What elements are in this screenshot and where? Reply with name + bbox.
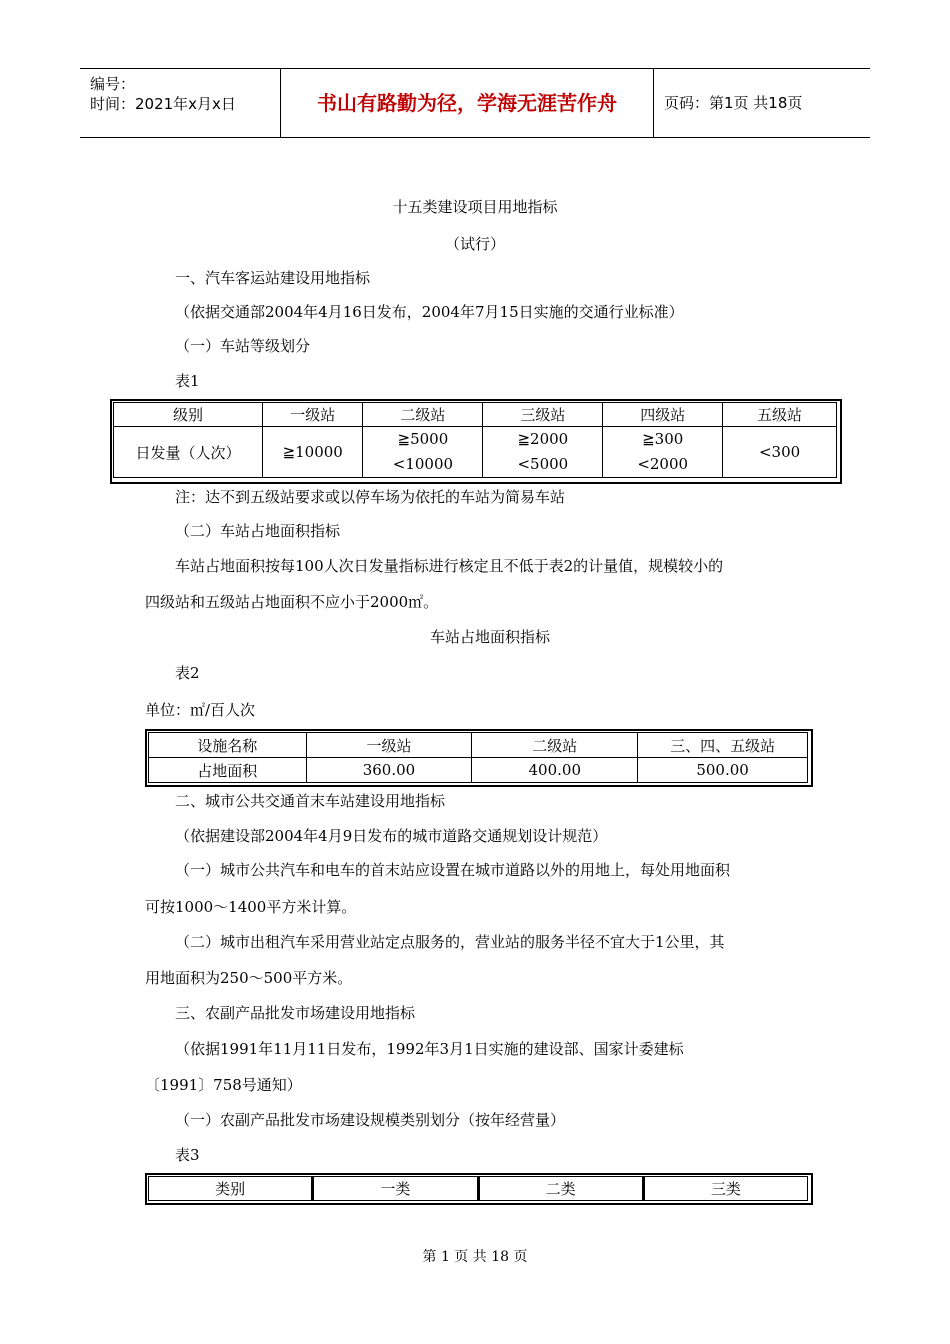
- section3-basis-line2: 〔1991〕758号通知）: [145, 1076, 302, 1094]
- table-header-cell: 二级站: [472, 733, 638, 758]
- header-number: 编号：: [90, 75, 136, 93]
- table-cell: ≧2000 <5000: [483, 427, 603, 478]
- table-header-cell: 一类: [313, 1177, 478, 1201]
- section3-subheading-1: （一）农副产品批发市场建设规模类别划分（按年经营量）: [175, 1111, 566, 1129]
- table-header-cell: 一级站: [263, 403, 363, 427]
- table2-row: [149, 758, 808, 783]
- table3: [148, 1176, 808, 1201]
- section2-paragraph2-line2: 用地面积为250～500平方米。: [145, 969, 353, 987]
- table-header-cell: 二级站: [363, 403, 483, 427]
- document-subtitle: （试行）: [444, 235, 505, 253]
- table2: [148, 732, 808, 783]
- table2-unit: 单位：㎡/百人次: [145, 701, 256, 719]
- table1: [113, 402, 837, 478]
- header-time: 时间：2021年x月x日: [90, 95, 236, 113]
- section2-paragraph2-line1: （二）城市出租汽车采用营业站定点服务的，营业站的服务半径不宜大于1公里，其: [175, 933, 725, 951]
- header-page-label: 页码：第1页 共18页: [664, 94, 803, 112]
- table-cell: ≧5000 <10000: [363, 427, 483, 478]
- table-header-cell: 四级站: [603, 403, 723, 427]
- table-cell: 360.00: [306, 758, 472, 783]
- header-meta: [80, 69, 281, 137]
- section2-paragraph1-line1: （一）城市公共汽车和电车的首末站应设置在城市道路以外的用地上，每处用地面积: [175, 861, 731, 879]
- table-header-cell: 五级站: [723, 403, 837, 427]
- table2-title: 车站占地面积指标: [429, 628, 550, 646]
- section1-heading: 一、汽车客运站建设用地指标: [175, 269, 371, 287]
- page-footer: 第 1 页 共 18 页: [422, 1249, 528, 1265]
- table-header-cell: 级别: [114, 403, 263, 427]
- section3-heading: 三、农副产品批发市场建设用地指标: [175, 1004, 416, 1022]
- section1-paragraph-line1: 车站占地面积按每100人次日发量指标进行核定且不低于表2的计量值，规模较小的: [175, 557, 724, 575]
- table3-label: 表3: [175, 1146, 200, 1164]
- table-cell: <300: [723, 427, 837, 478]
- section2-heading: 二、城市公共交通首末车站建设用地指标: [175, 792, 446, 810]
- table-header-cell: 三级站: [483, 403, 603, 427]
- table3-header-row: [149, 1177, 808, 1201]
- table-cell: ≧10000: [263, 427, 363, 478]
- table-header-cell: 三、四、五级站: [638, 733, 808, 758]
- table-cell: 500.00: [638, 758, 808, 783]
- table-row-label: 占地面积: [149, 758, 307, 783]
- section1-paragraph-line2: 四级站和五级站占地面积不应小于2000㎡。: [145, 593, 439, 611]
- table-cell: 400.00: [472, 758, 638, 783]
- section1-subheading-1: （一）车站等级划分: [175, 337, 311, 355]
- table1-header-row: [114, 403, 837, 427]
- table-header-cell: 三类: [643, 1177, 807, 1201]
- section3-basis-line1: （依据1991年11月11日发布，1992年3月1日实施的建设部、国家计委建标: [175, 1040, 684, 1058]
- table-header-cell: 类别: [149, 1177, 313, 1201]
- section2-paragraph1-line2: 可按1000～1400平方米计算。: [145, 898, 357, 916]
- table-header-cell: 二类: [478, 1177, 643, 1201]
- table-cell: ≧300 <2000: [603, 427, 723, 478]
- table-row-label: 日发量（人次）: [114, 427, 263, 478]
- section2-basis: （依据建设部2004年4月9日发布的城市道路交通规划设计规范）: [175, 827, 608, 845]
- document-title: 十五类建设项目用地指标: [392, 198, 558, 216]
- table2-label: 表2: [175, 664, 200, 682]
- table1-label: 表1: [175, 372, 200, 390]
- table-header-cell: 一级站: [306, 733, 472, 758]
- section1-basis: （依据交通部2004年4月16日发布，2004年7月15日实施的交通行业标准）: [175, 303, 684, 321]
- section1-subheading-2: （二）车站占地面积指标: [175, 522, 341, 540]
- table-header-cell: 设施名称: [149, 733, 307, 758]
- header-motto: 书山有路勤为径，学海无涯苦作舟: [281, 69, 654, 137]
- table1-row: [114, 427, 837, 478]
- section1-note: 注：达不到五级站要求或以停车场为依托的车站为简易车站: [175, 488, 566, 506]
- table2-header-row: [149, 733, 808, 758]
- page-header: [80, 68, 870, 138]
